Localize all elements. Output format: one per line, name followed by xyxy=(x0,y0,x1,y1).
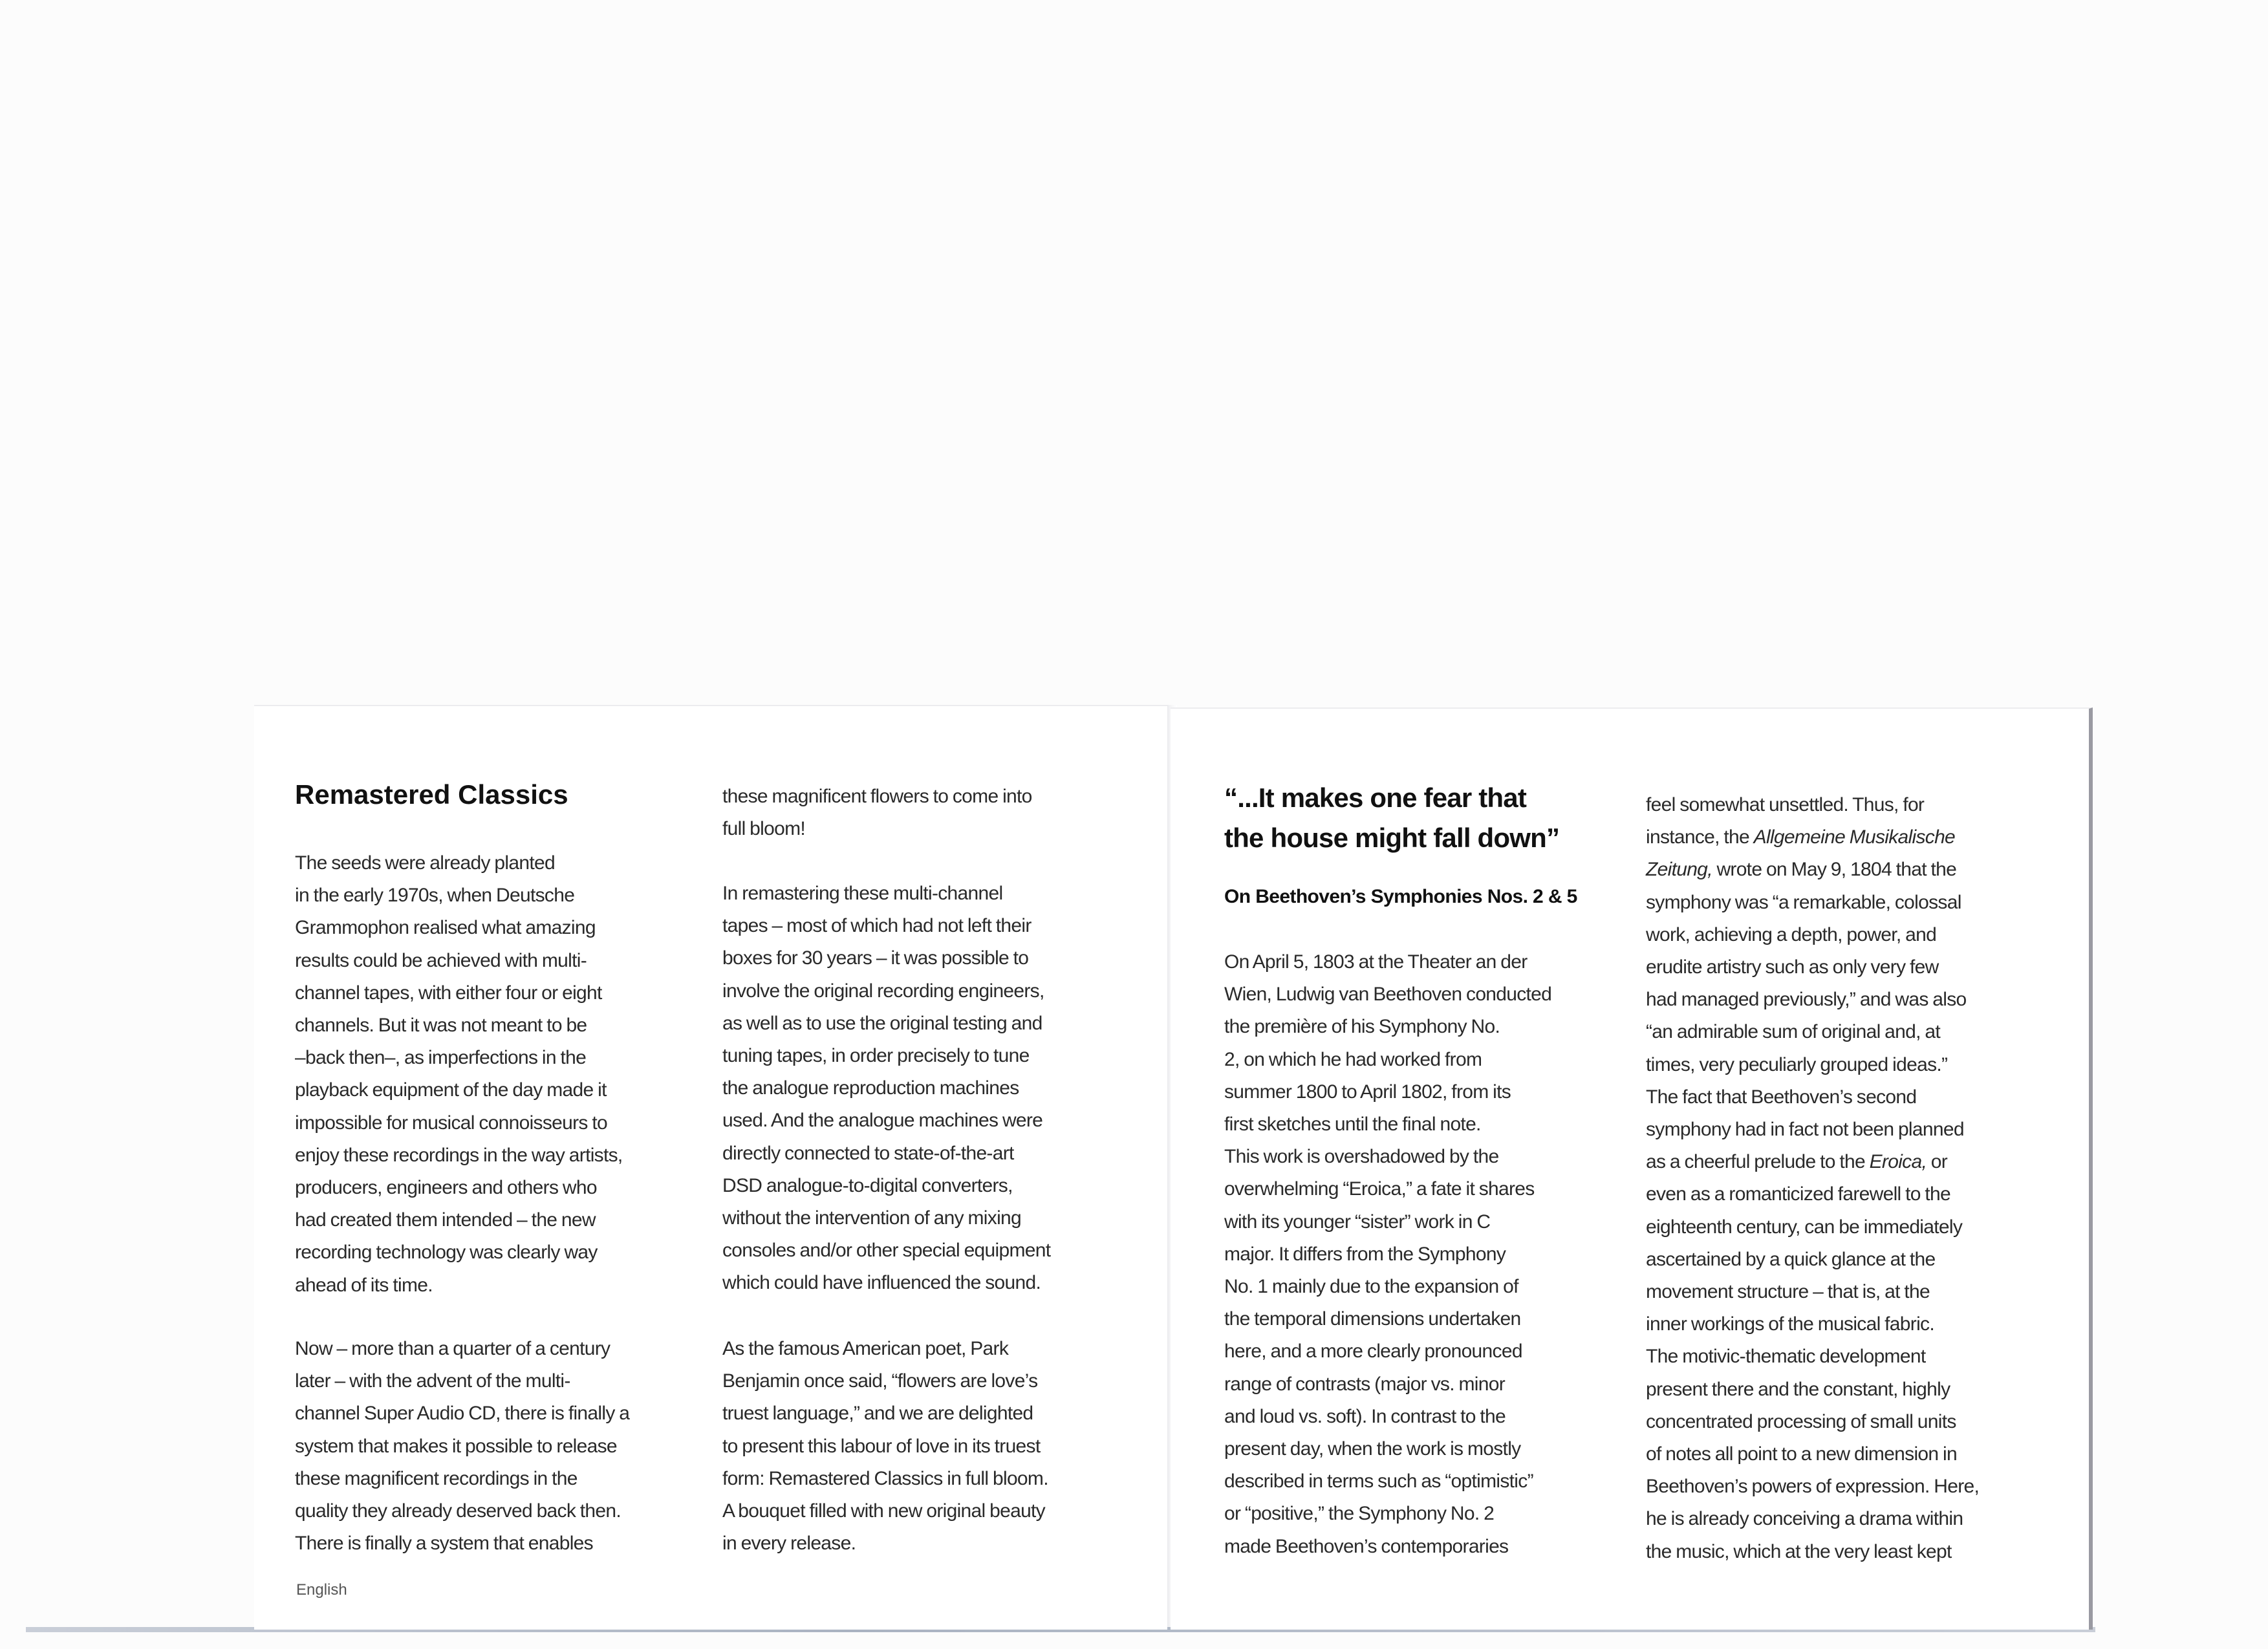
text-line: symphony was “a remarkable, colossal xyxy=(1646,891,1961,913)
text-line: “an admirable sum of original and, at xyxy=(1646,1021,1941,1043)
text-line: movement structure – that is, at the xyxy=(1646,1281,1930,1303)
text-line: full bloom! xyxy=(722,818,806,840)
text-line: system that makes it possible to release xyxy=(295,1435,617,1457)
text-line xyxy=(1646,854,1979,886)
text-line: present there and the constant, highly xyxy=(1646,1378,1950,1400)
text-line: As the famous American poet, Park xyxy=(722,1338,1009,1359)
text-line: directly connected to state-of-the-art xyxy=(722,1142,1014,1164)
text-line: in the early 1970s, when Deutsche xyxy=(295,885,575,907)
text-line: without the intervention of any mixing xyxy=(722,1207,1022,1229)
italic-title: Allgemeine Musikalische xyxy=(1753,826,1956,848)
paragraph xyxy=(722,781,1032,845)
paragraph xyxy=(295,1333,629,1560)
text-line: the music, which at the very least kept xyxy=(1646,1540,1952,1562)
text-line: eighteenth century, can be immediately xyxy=(1646,1216,1963,1238)
text-line: symphony had in fact not been planned xyxy=(1646,1119,1964,1141)
text-line: times, very peculiarly grouped ideas.” xyxy=(1646,1053,1948,1075)
paragraph xyxy=(295,847,623,1302)
text-line: concentrated processing of small units xyxy=(1646,1410,1956,1432)
paragraph xyxy=(1646,789,1979,1568)
text-line: The seeds were already planted xyxy=(295,852,555,874)
text-line: or “positive,” the Symphony No. 2 xyxy=(1224,1503,1495,1525)
text-line: ahead of its time. xyxy=(295,1274,433,1296)
text-line: playback equipment of the day made it xyxy=(295,1079,607,1101)
text-line: the analogue reproduction machines xyxy=(722,1077,1019,1099)
text-line: involve the original recording engineers, xyxy=(722,980,1044,1002)
text-line: results could be achieved with multi- xyxy=(295,949,587,971)
text-line: form: Remastered Classics in full bloom. xyxy=(722,1467,1048,1489)
text-line: –back then–, as imperfections in the xyxy=(295,1047,587,1069)
section-heading: Remastered Classics xyxy=(295,779,568,810)
text-line: used. And the analogue machines were xyxy=(722,1110,1043,1132)
text-line: had managed previously,” and was also xyxy=(1646,989,1967,1011)
text-line: work, achieving a depth, power, and xyxy=(1646,923,1937,945)
text-line: boxes for 30 years – it was possible to xyxy=(722,947,1029,969)
text-line: tapes – most of which had not left their xyxy=(722,915,1031,937)
text-line: tuning tapes, in order precisely to tune xyxy=(722,1045,1030,1067)
text-line: major. It differs from the Symphony xyxy=(1224,1243,1506,1265)
text-line: enjoy these recordings in the way artists, xyxy=(295,1144,623,1166)
text-line: consoles and/or other special equipment xyxy=(722,1240,1051,1262)
text-line: he is already conceiving a drama within xyxy=(1646,1508,1963,1530)
text-line: first sketches until the final note. xyxy=(1224,1114,1481,1136)
text-line: This work is overshadowed by the xyxy=(1224,1146,1499,1168)
text-line: these magnificent flowers to come into xyxy=(722,786,1032,807)
paragraph xyxy=(722,1333,1048,1560)
text-line: the première of his Symphony No. xyxy=(1224,1016,1500,1038)
text-line: here, and a more clearly pronounced xyxy=(1224,1341,1522,1363)
text-line: recording technology was clearly way xyxy=(295,1242,598,1264)
text-segment: or xyxy=(1927,1151,1948,1173)
text-line: 2, on which he had worked from xyxy=(1224,1048,1482,1070)
text-line: DSD analogue-to-digital converters, xyxy=(722,1174,1013,1196)
article-subtitle: On Beethoven’s Symphonies Nos. 2 & 5 xyxy=(1224,886,1577,907)
text-line: in every release. xyxy=(722,1533,856,1555)
text-line: Now – more than a quarter of a century xyxy=(295,1338,610,1359)
text-line: channel Super Audio CD, there is finally a xyxy=(295,1403,630,1425)
text-line: channels. But it was not meant to be xyxy=(295,1015,587,1037)
text-line: inner workings of the musical fabric. xyxy=(1646,1313,1934,1335)
text-line: Wien, Ludwig van Beethoven conducted xyxy=(1224,984,1552,1006)
text-line: Benjamin once said, “flowers are love’s xyxy=(722,1370,1038,1392)
text-line: with its younger “sister” work in C xyxy=(1224,1211,1491,1233)
text-line: “...It makes one fear that xyxy=(1224,782,1527,813)
text-line xyxy=(1646,821,1979,854)
paragraph xyxy=(722,878,1050,1300)
text-line: In remastering these multi-channel xyxy=(722,883,1003,904)
text-line xyxy=(1646,1146,1979,1178)
text-line: as well as to use the original testing and xyxy=(722,1012,1042,1034)
text-line: the temporal dimensions undertaken xyxy=(1224,1308,1521,1330)
text-line: truest language,” and we are delighted xyxy=(722,1403,1033,1425)
text-segment: instance, the xyxy=(1646,826,1754,848)
text-line: these magnificent recordings in the xyxy=(295,1467,578,1489)
text-line: and loud vs. soft). In contrast to the xyxy=(1224,1405,1506,1427)
text-line: even as a romanticized farewell to the xyxy=(1646,1183,1950,1205)
text-line: impossible for musical connoisseurs to xyxy=(295,1112,607,1134)
paragraph xyxy=(1224,946,1551,1563)
text-line: On April 5, 1803 at the Theater an der xyxy=(1224,951,1528,973)
text-line: Beethoven’s powers of expression. Here, xyxy=(1646,1476,1980,1498)
text-line: made Beethoven’s contemporaries xyxy=(1224,1535,1509,1557)
text-line: No. 1 mainly due to the expansion of xyxy=(1224,1276,1518,1298)
article-title xyxy=(1224,778,1559,858)
italic-title: Zeitung, xyxy=(1646,859,1712,881)
text-line: the house might fall down” xyxy=(1224,823,1560,853)
text-line: of notes all point to a new dimension in xyxy=(1646,1443,1957,1465)
right-page xyxy=(1171,707,2093,1630)
text-line: overwhelming “Eroica,” a fate it shares xyxy=(1224,1178,1535,1200)
text-line: The motivic-thematic development xyxy=(1646,1346,1926,1368)
text-line: had created them intended – the new xyxy=(295,1209,596,1231)
text-line: quality they already deserved back then. xyxy=(295,1500,621,1522)
text-line: channel tapes, with either four or eight xyxy=(295,982,602,1004)
text-line: to present this labour of love in its truest xyxy=(722,1435,1041,1457)
left-page xyxy=(254,705,1167,1630)
text-line: erudite artistry such as only very few xyxy=(1646,956,1939,978)
text-line: described in terms such as “optimistic” xyxy=(1224,1471,1533,1493)
text-line: present day, when the work is mostly xyxy=(1224,1438,1521,1460)
text-line: There is finally a system that enables xyxy=(295,1533,593,1555)
page-footer-language: English xyxy=(296,1581,347,1599)
text-line: ascertained by a quick glance at the xyxy=(1646,1248,1936,1270)
text-line: The fact that Beethoven’s second xyxy=(1646,1086,1917,1108)
text-line: producers, engineers and others who xyxy=(295,1177,597,1199)
text-line: later – with the advent of the multi- xyxy=(295,1370,570,1392)
italic-title: Eroica, xyxy=(1869,1151,1927,1173)
text-segment: as a cheerful prelude to the xyxy=(1646,1151,1870,1173)
text-segment: wrote on May 9, 1804 that the xyxy=(1712,859,1957,881)
text-line: which could have influenced the sound. xyxy=(722,1272,1041,1294)
text-line: feel somewhat unsettled. Thus, for xyxy=(1646,794,1925,815)
text-line: summer 1800 to April 1802, from its xyxy=(1224,1081,1511,1103)
text-line: range of contrasts (major vs. minor xyxy=(1224,1373,1505,1395)
text-line: A bouquet filled with new original beauty xyxy=(722,1500,1045,1522)
text-line: Grammophon realised what amazing xyxy=(295,917,596,939)
